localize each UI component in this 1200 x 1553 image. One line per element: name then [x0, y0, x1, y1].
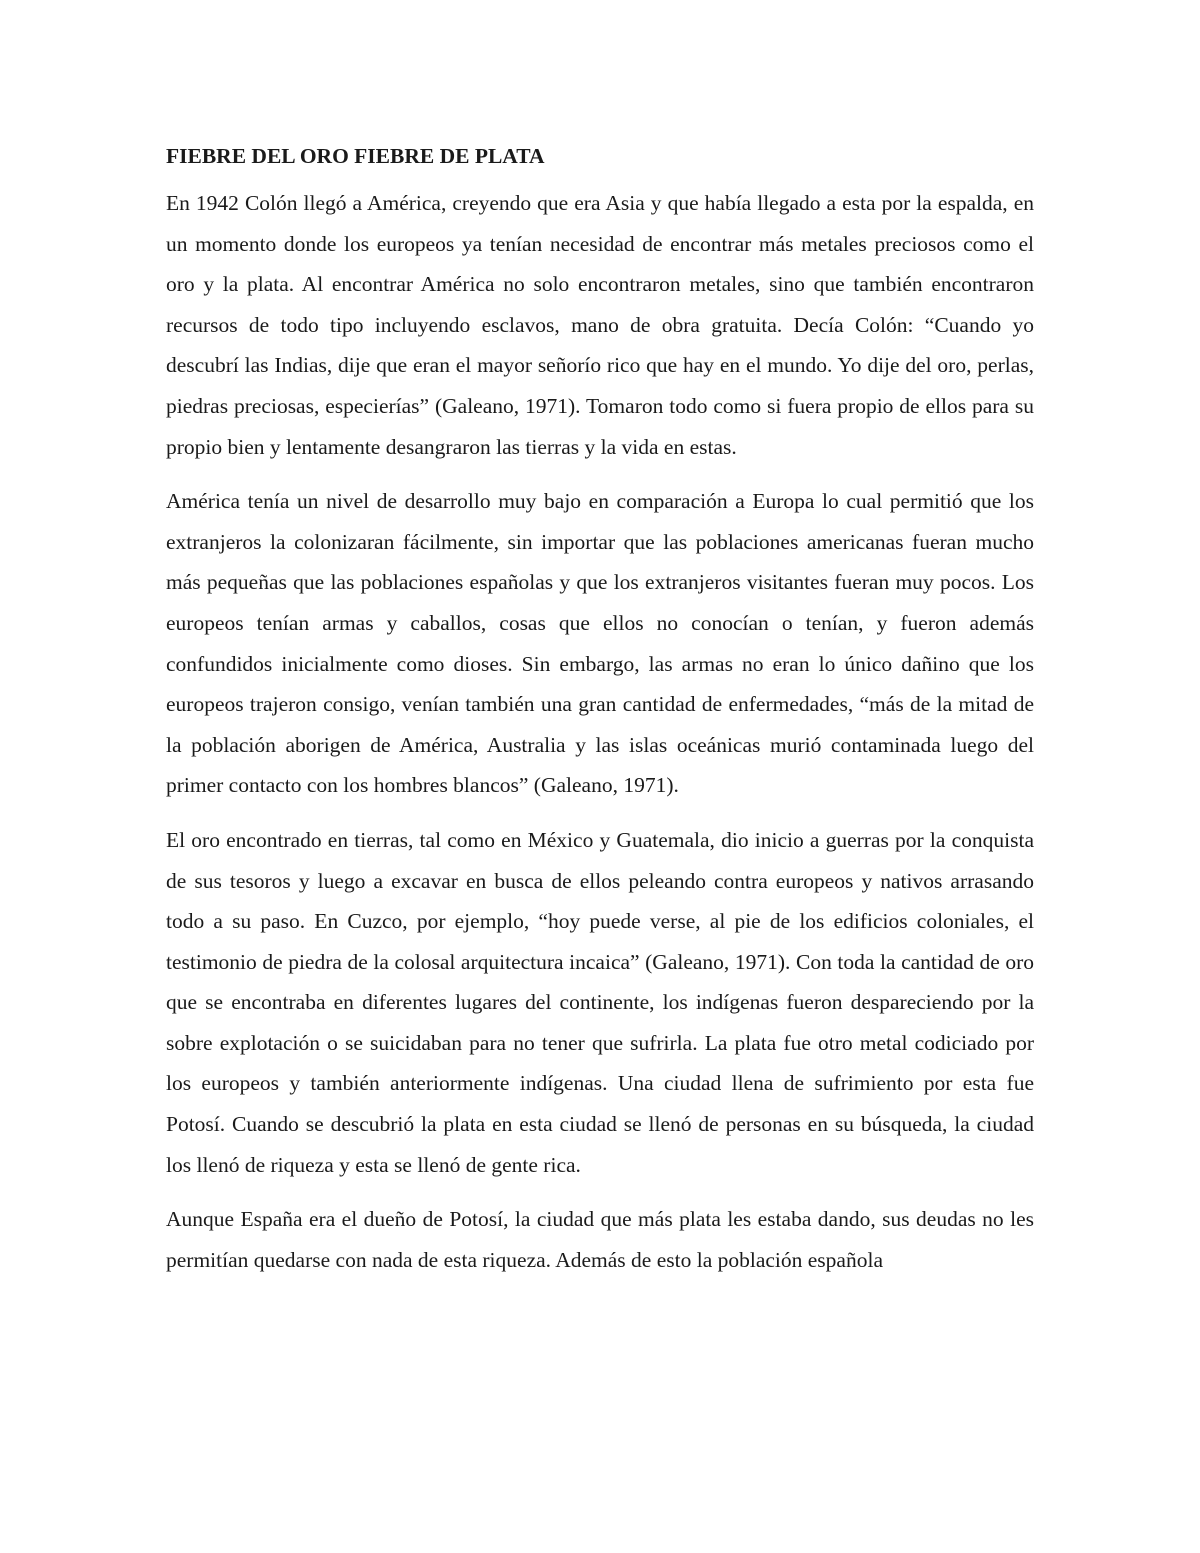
- paragraph-2: América tenía un nivel de desarrollo muy bajo en comparación a Europa lo cual permitió que los extranjeros la colonizaran fácilmente, sin importar que las poblaciones americanas fueran mucho más pequeñas que las poblaciones españolas y que los extranjeros visitantes fueran muy pocos. Los europeos tenían armas y caballos, cosas que ellos no conocían o tenían, y fueron además confundidos inicialmente como dioses. Sin embargo, las armas no eran lo único dañino que los europeos trajeron consigo, venían también una gran cantidad de enfermedades, “más de la mitad de la población aborigen de América, Australia y las islas oceánicas murió contaminada luego del primer contacto con los hombres blancos” (Galeano, 1971).: [166, 489, 1034, 798]
- paragraph-1: En 1942 Colón llegó a América, creyendo que era Asia y que había llegado a esta por la espalda, en un momento donde los europeos ya tenían necesidad de encontrar más metales preciosos como el oro y la plata. Al encontrar América no solo encontraron metales, sino que también encontraron recursos de todo tipo incluyendo esclavos, mano de obra gratuita. Decía Colón: “Cuando yo descubrí las Indias, dije que eran el mayor señorío rico que hay en el mundo. Yo dije del oro, perlas, piedras preciosas, especierías” (Galeano, 1971). Tomaron todo como si fuera propio de ellos para su propio bien y lentamente desangraron las tierras y la vida en estas.: [166, 191, 1034, 459]
- paragraph-4: Aunque España era el dueño de Potosí, la ciudad que más plata les estaba dando, sus deudas no les permitían quedarse con nada de esta riqueza. Además de esto la población española: [166, 1207, 1034, 1272]
- document-title: FIEBRE DEL ORO FIEBRE DE PLATA: [166, 144, 545, 168]
- document-body: [166, 140, 1034, 1294]
- paragraph-3: El oro encontrado en tierras, tal como en México y Guatemala, dio inicio a guerras por la conquista de sus tesoros y luego a excavar en busca de ellos peleando contra europeos y nativos arrasando todo a su paso. En Cuzco, por ejemplo, “hoy puede verse, al pie de los edificios coloniales, el testimonio de piedra de la colosal arquitectura incaica” (Galeano, 1971). Con toda la cantidad de oro que se encontraba en diferentes lugares del continente, los indígenas fueron despareciendo por la sobre explotación o se suicidaban para no tener que sufrirla. La plata fue otro metal codiciado por los europeos y también anteriormente indígenas. Una ciudad llena de sufrimiento por esta fue Potosí. Cuando se descubrió la plata en esta ciudad se llenó de personas en su búsqueda, la ciudad los llenó de riqueza y esta se llenó de gente rica.: [166, 827, 1034, 1177]
